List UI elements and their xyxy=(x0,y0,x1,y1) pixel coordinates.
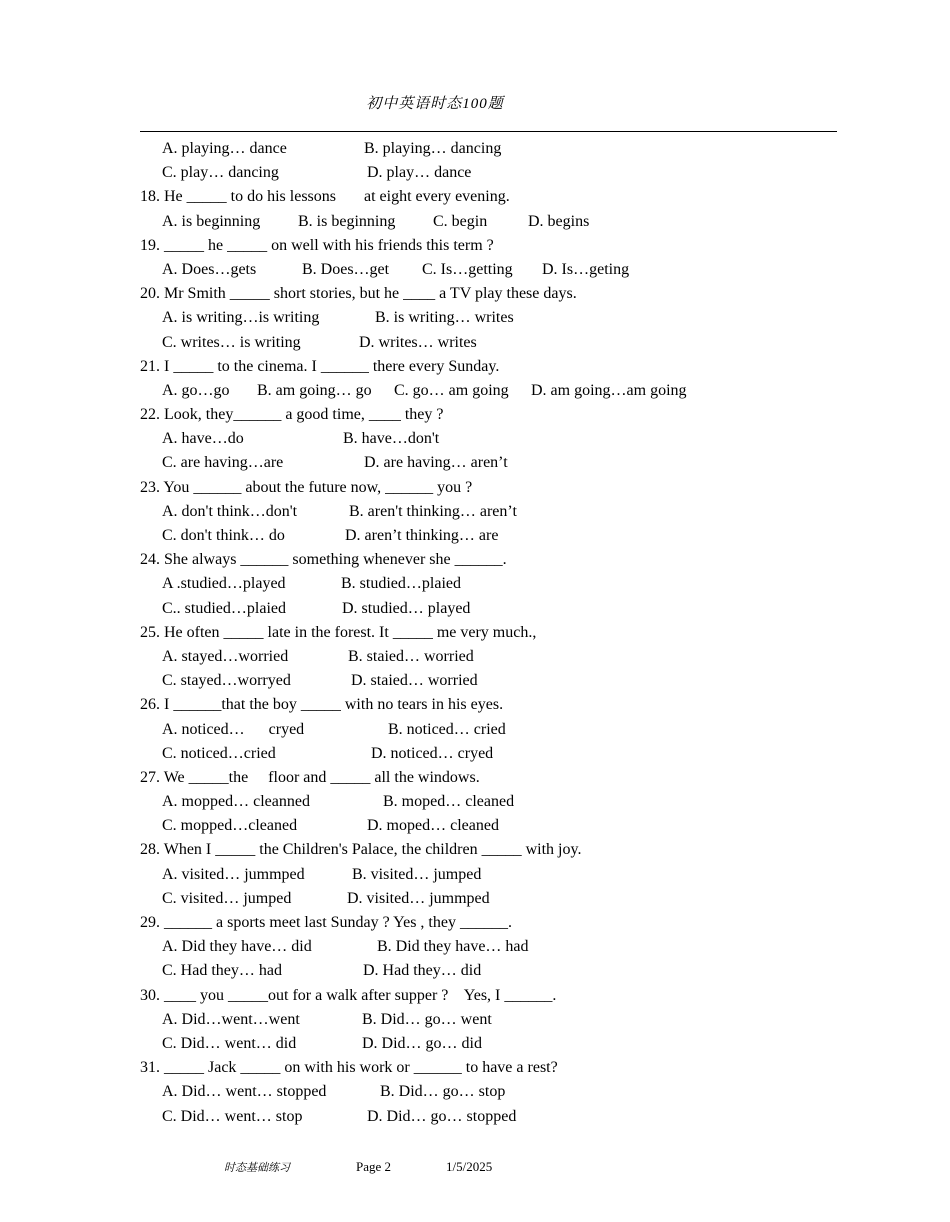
options-row xyxy=(140,524,837,548)
option-a: C. visited… jumped xyxy=(162,889,292,907)
option-b: B. visited… jumped xyxy=(352,865,482,883)
option-b: B. staied… worried xyxy=(348,647,474,665)
option-a: A. Did…went…went xyxy=(162,1010,300,1028)
options-row xyxy=(140,137,837,161)
question-stem: 23. You ______ about the future now, ______ you ? xyxy=(140,478,473,496)
option-a: A. stayed…worried xyxy=(162,647,289,665)
option-b: B. Did… go… went xyxy=(362,1010,492,1028)
option-a: C. Did… went… stop xyxy=(162,1107,303,1125)
option-b: B. Did they have… had xyxy=(377,938,529,956)
options-row xyxy=(140,572,837,596)
option-a: A. noticed… cryed xyxy=(162,720,305,738)
options-row xyxy=(140,500,837,524)
option-a: A. don't think…don't xyxy=(162,502,298,520)
option-a: A. visited… jummped xyxy=(162,865,305,883)
option-b: D. writes… writes xyxy=(359,333,477,351)
options-row xyxy=(140,379,837,403)
header-rule xyxy=(140,131,837,132)
option-b: D. staied… worried xyxy=(351,672,478,690)
options-row xyxy=(140,451,837,475)
question-stem: 22. Look, they______ a good time, ____ they ? xyxy=(140,406,444,424)
options-row xyxy=(140,790,837,814)
options-row xyxy=(140,718,837,742)
page-header-title: 初中英语时态100题 xyxy=(366,96,504,112)
option-a: A. is beginning xyxy=(162,212,261,230)
question-stem: 30. ____ you _____out for a walk after supper ? Yes, I ______. xyxy=(140,986,557,1004)
option-b: B. Did… go… stop xyxy=(380,1083,506,1101)
option-b: D. moped… cleaned xyxy=(367,817,499,835)
option-b: D. noticed… cryed xyxy=(371,744,494,762)
question-stem: 24. She always ______ something whenever she ______. xyxy=(140,551,507,569)
option-b: B. Does…get xyxy=(302,260,390,278)
question-stem: 20. Mr Smith _____ short stories, but he ____ a TV play these days. xyxy=(140,285,577,303)
option-d: D. begins xyxy=(528,212,590,230)
option-b: D. studied… played xyxy=(342,599,471,617)
options-row xyxy=(140,959,837,983)
option-a: C. Had they… had xyxy=(162,962,282,980)
question-stem: 18. He _____ to do his lessons at eight every evening. xyxy=(140,188,510,206)
options-row xyxy=(140,306,837,330)
option-b: D. Did… go… did xyxy=(362,1034,482,1052)
option-a: A. is writing…is writing xyxy=(162,309,320,327)
option-d: D. Is…geting xyxy=(542,260,630,278)
question-stem: 25. He often _____ late in the forest. It _____ me very much., xyxy=(140,623,537,641)
option-a: A. have…do xyxy=(162,430,244,448)
option-a: A. Did… went… stopped xyxy=(162,1083,327,1101)
question-content xyxy=(140,137,837,1129)
options-row xyxy=(140,814,837,838)
option-a: C. writes… is writing xyxy=(162,333,301,351)
options-row xyxy=(140,1080,837,1104)
option-b: D. Did… go… stopped xyxy=(367,1107,517,1125)
options-row xyxy=(140,331,837,355)
question-stem: 27. We _____the floor and _____ all the windows. xyxy=(140,768,480,786)
question-stem: 26. I ______that the boy _____ with no tears in his eyes. xyxy=(140,696,504,714)
option-a: C. are having…are xyxy=(162,454,284,472)
option-a: A. playing… dance xyxy=(162,140,287,157)
footer-date: 1/5/2025 xyxy=(446,1159,493,1174)
question-stem: 19. _____ he _____ on well with his friends this term ? xyxy=(140,236,494,254)
option-c: C. begin xyxy=(433,212,488,230)
options-row xyxy=(140,863,837,887)
footer-page-number: Page 2 xyxy=(356,1159,392,1174)
options-row xyxy=(140,669,837,693)
options-row xyxy=(140,1008,837,1032)
question-stem: 21. I _____ to the cinema. I ______ there every Sunday. xyxy=(140,357,500,375)
option-a: A. go…go xyxy=(162,381,230,399)
option-b: D. aren’t thinking… are xyxy=(345,527,499,544)
option-b: B. aren't thinking… aren’t xyxy=(349,502,517,520)
option-b: B. studied…plaied xyxy=(341,575,461,593)
option-b: B. have…don't xyxy=(343,430,440,448)
option-b: B. is writing… writes xyxy=(375,309,514,327)
options-row xyxy=(140,645,837,669)
option-b: D. are having… aren’t xyxy=(364,454,508,472)
options-row xyxy=(140,427,837,451)
option-b: B. playing… dancing xyxy=(364,140,502,157)
options-row xyxy=(140,1105,837,1129)
option-b: B. am going… go xyxy=(257,381,372,399)
option-b: B. moped… cleaned xyxy=(383,793,515,811)
question-stem: 31. _____ Jack _____ on with his work or ______ to have a rest? xyxy=(140,1059,558,1077)
option-a: C. noticed…cried xyxy=(162,744,276,762)
options-row xyxy=(140,742,837,766)
option-b: D. visited… jummped xyxy=(347,889,490,907)
question-stem: 29. ______ a sports meet last Sunday ? Yes , they ______. xyxy=(140,914,512,931)
option-a: C. stayed…worryed xyxy=(162,672,291,690)
option-a: A. Did they have… did xyxy=(162,938,312,956)
option-c: C. go… am going xyxy=(394,381,509,399)
options-row xyxy=(140,210,837,234)
option-a: A .studied…played xyxy=(162,575,286,593)
option-b: B. is beginning xyxy=(298,212,396,230)
option-b: B. noticed… cried xyxy=(388,720,506,738)
option-a: C. play… dancing xyxy=(162,164,279,182)
options-row xyxy=(140,1032,837,1056)
option-a: C. mopped…cleaned xyxy=(162,817,298,835)
options-row xyxy=(140,935,837,959)
option-b: D. play… dance xyxy=(367,164,472,182)
option-a: C. don't think… do xyxy=(162,527,285,544)
option-a: C.. studied…plaied xyxy=(162,599,286,617)
options-row xyxy=(140,597,837,621)
option-a: A. Does…gets xyxy=(162,260,257,278)
option-a: C. Did… went… did xyxy=(162,1034,297,1052)
options-row xyxy=(140,258,837,282)
option-c: C. Is…getting xyxy=(422,260,513,278)
footer-label: 时态基础练习 xyxy=(224,1162,290,1174)
options-row xyxy=(140,887,837,911)
question-stem: 28. When I _____ the Children's Palace, the children _____ with joy. xyxy=(140,841,582,859)
options-row xyxy=(140,161,837,185)
option-b: D. Had they… did xyxy=(363,962,482,980)
option-d: D. am going…am going xyxy=(531,381,687,399)
option-a: A. mopped… cleanned xyxy=(162,793,310,811)
